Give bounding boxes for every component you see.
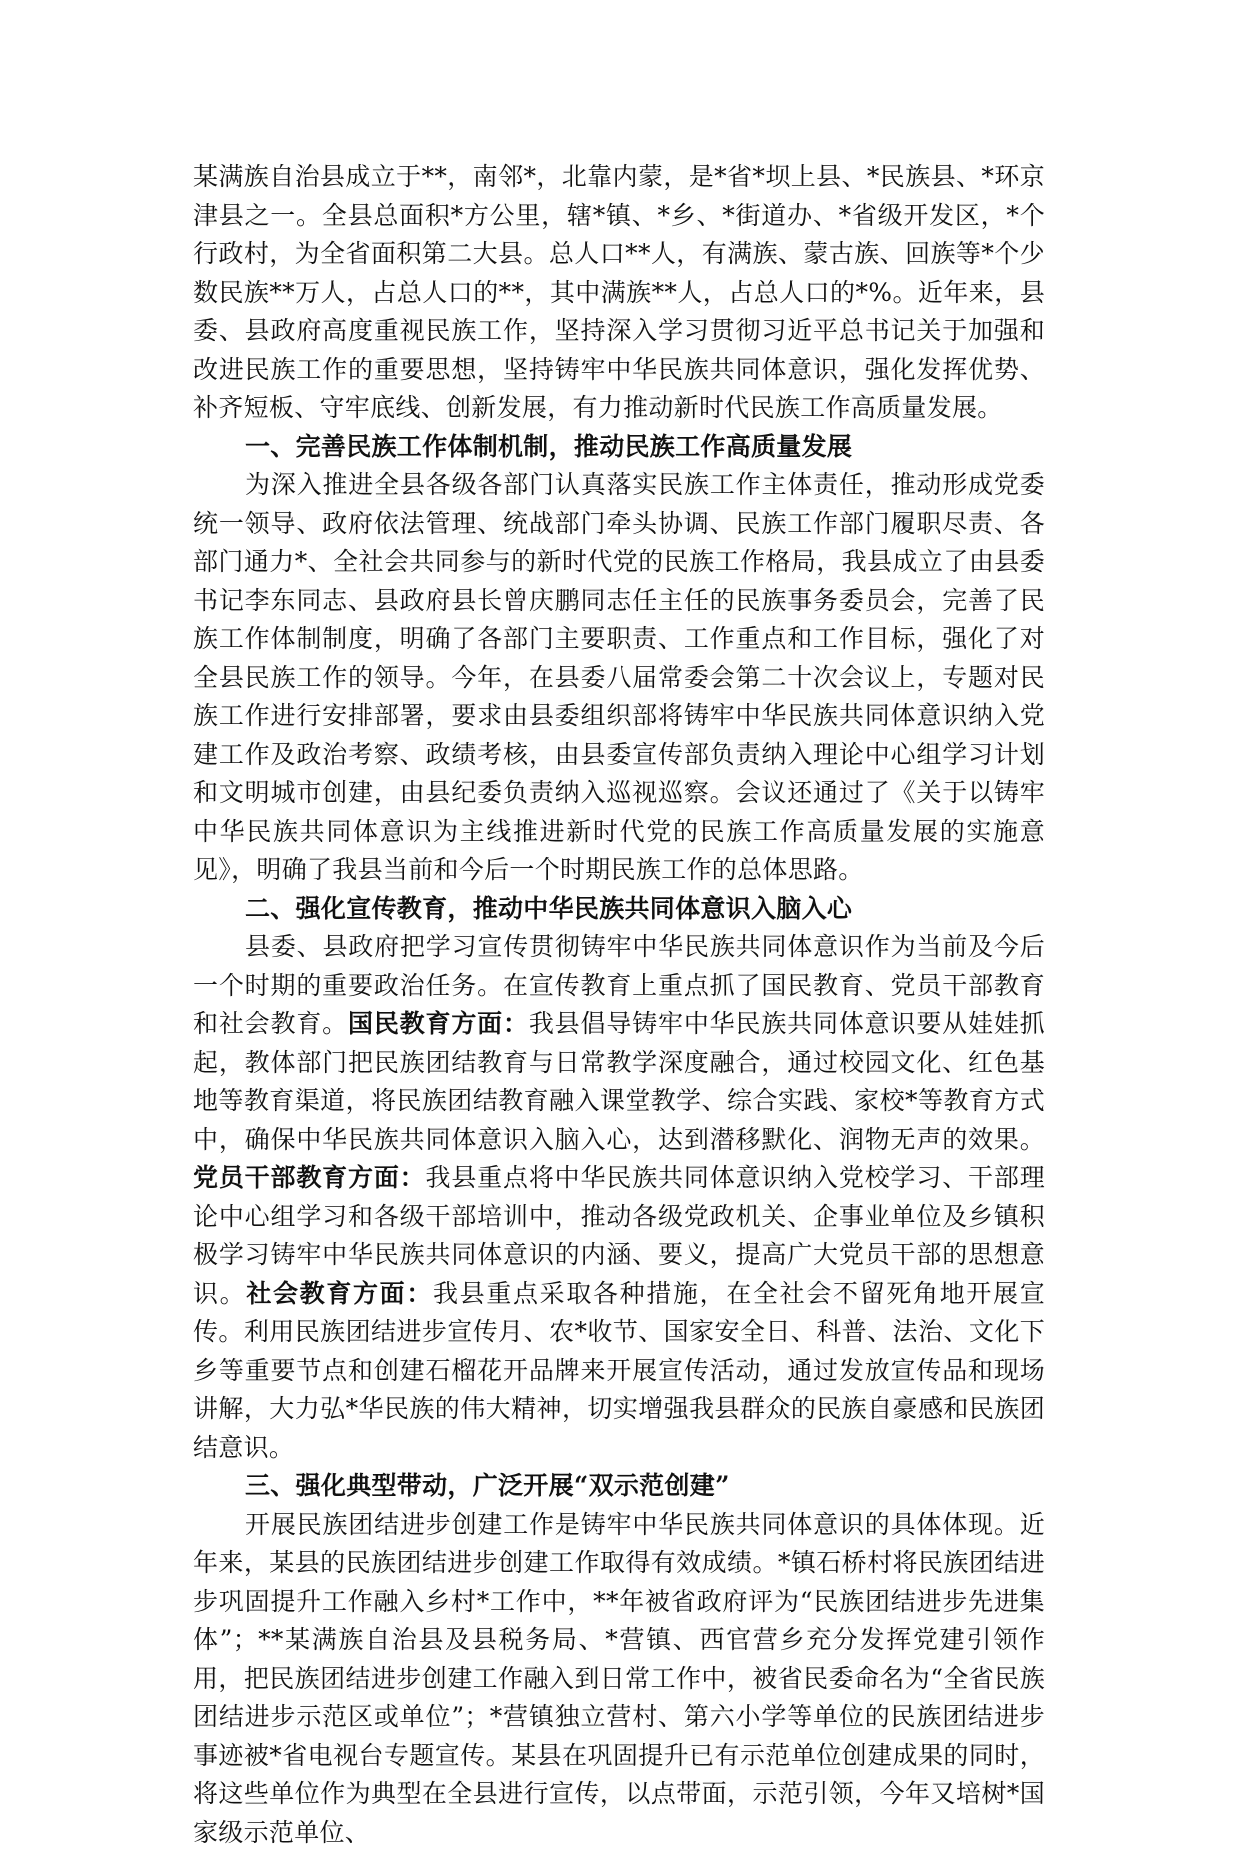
section-3-heading: 三、强化典型带动，广泛开展“双示范创建” [193, 1467, 1045, 1506]
section-2-text-3: 我县重点将中华民族共同体意识纳入党校学习、干部理论中心组学习和各级干部培训中，推动各级党政机关、企事业单位及乡镇积极学习铸牢中华民族共同体意识的内涵、要义，提高广大党员干部的思想意识。 [193, 1163, 1045, 1308]
intro-paragraph: 某满族自治县成立于**，南邻*，北靠内蒙，是*省*坝上县、*民族县、*环京津县之一。全县总面积*方公里，辖*镇、*乡、*街道办、*省级开发区，*个行政村，为全省面积第二大县。总人口**人，有满族、蒙古族、回族等*个少数民族**万人，占总人口的**，其中满族**人，占总人口的*%。近年来，县委、县政府高度重视民族工作，坚持深入学习贯彻习近平总书记关于加强和改进民族工作的重要思想，坚持铸牢中华民族共同体意识，强化发挥优势、补齐短板、守牢底线、创新发展，有力推动新时代民族工作高质量发展。 [193, 158, 1045, 428]
section-2-text-1: 县委、县政府把学习宣传贯彻铸牢中华民族共同体意识作为当前及今后一个时期的重要政治任务。在宣传教育上重点抓了国民教育、党员干部教育和社会教育。 [193, 932, 1045, 1038]
section-1-heading: 一、完善民族工作体制机制，推动民族工作高质量发展 [193, 428, 1045, 467]
section-2-heading: 二、强化宣传教育，推动中华民族共同体意识入脑入心 [193, 890, 1045, 929]
section-1-paragraph: 为深入推进全县各级各部门认真落实民族工作主体责任，推动形成党委统一领导、政府依法管理、统战部门牵头协调、民族工作部门履职尽责、各部门通力*、全社会共同参与的新时代党的民族工作格局，我县成立了由县委书记李东同志、县政府县长曾庆鹏同志任主任的民族事务委员会，完善了民族工作体制制度，明确了各部门主要职责、工作重点和工作目标，强化了对全县民族工作的领导。今年，在县委八届常委会第二十次会议上，专题对民族工作进行安排部署，要求由县委组织部将铸牢中华民族共同体意识纳入党建工作及政治考察、政绩考核，由县委宣传部负责纳入理论中心组学习计划和文明城市创建，由县纪委负责纳入巡视巡察。会议还通过了《关于以铸牢中华民族共同体意识为主线推进新时代党的民族工作高质量发展的实施意见》，明确了我县当前和今后一个时期民族工作的总体思路。 [193, 466, 1045, 890]
social-education-label: 社会教育方面： [246, 1279, 433, 1308]
document-page [193, 158, 1045, 1852]
section-2-paragraph [193, 928, 1045, 1467]
section-2-text-4: 我县重点采取各种措施，在全社会不留死角地开展宣传。利用民族团结进步宣传月、农*收节、国家安全日、科普、法治、文化下乡等重要节点和创建石榴花开品牌来开展宣传活动，通过发放宣传品和现场讲解，大力弘*华民族的伟大精神，切实增强我县群众的民族自豪感和民族团结意识。 [193, 1279, 1045, 1462]
section-3-paragraph: 开展民族团结进步创建工作是铸牢中华民族共同体意识的具体体现。近年来，某县的民族团结进步创建工作取得有效成绩。*镇石桥村将民族团结进步巩固提升工作融入乡村*工作中，**年被省政府评为“民族团结进步先进集体”；**某满族自治县及县税务局、*营镇、西官营乡充分发挥党建引领作用，把民族团结进步创建工作融入到日常工作中，被省民委命名为“全省民族团结进步示范区或单位”；*营镇独立营村、第六小学等单位的民族团结进步事迹被*省电视台专题宣传。某县在巩固提升已有示范单位创建成果的同时，将这些单位作为典型在全县进行宣传，以点带面，示范引领，今年又培树*国家级示范单位、 [193, 1506, 1045, 1852]
section-2-text-2: 我县倡导铸牢中华民族共同体意识要从娃娃抓起，教体部门把民族团结教育与日常教学深度融合，通过校园文化、红色基地等教育渠道，将民族团结教育融入课堂教学、综合实践、家校*等教育方式中，确保中华民族共同体意识入脑入心，达到潜移默化、润物无声的效果。 [193, 1009, 1045, 1154]
party-cadre-education-label: 党员干部教育方面： [193, 1163, 426, 1192]
national-education-label: 国民教育方面： [348, 1009, 529, 1038]
